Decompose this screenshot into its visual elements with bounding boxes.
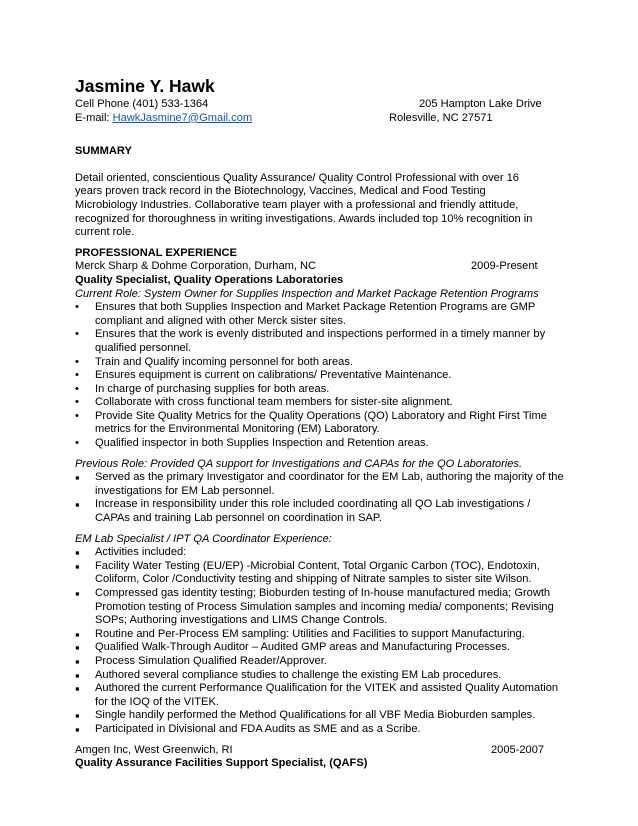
bullet-icon: ▪ xyxy=(75,586,80,601)
email-link[interactable]: HawkJasmine7@Gmail.com xyxy=(112,111,253,124)
bullet-text: Facility Water Testing (EU/EP) -Microbial Content, Total Organic Carbon (TOC), Endotoxin, Coliform, Color /Conductivity testing and shipping of Nitrate samples to sister site Wilson. xyxy=(95,559,540,586)
job1-current-role: Current Role: System Owner for Supplies Inspection and Market Package Retention Programs xyxy=(75,287,539,300)
bullet-icon: • xyxy=(75,328,79,341)
bullet-item xyxy=(75,437,565,451)
bullet-icon: • xyxy=(75,369,79,382)
bullet-text: Qualified Walk-Through Auditor – Audited GMP areas and Manufacturing Processes. xyxy=(95,641,511,654)
bullet-text: Train and Qualify incoming personnel for both areas. xyxy=(95,355,353,368)
job1-company: Merck Sharp & Dohme Corporation, Durham, NC xyxy=(75,260,317,273)
bullet-text: Increase in responsibility under this role included coordinating all QO Lab investigations / CAPAs and training Lab personnel on coordination in SAP. xyxy=(95,498,531,525)
experience-heading: PROFESSIONAL EXPERIENCE xyxy=(75,246,237,259)
bullet-item xyxy=(75,682,565,709)
bullet-text: Qualified inspector in both Supplies Inspection and Retention areas. xyxy=(95,437,429,450)
address-line-1: 205 Hampton Lake Drive xyxy=(419,98,542,110)
job1-previous-role: Previous Role: Provided QA support for Investigations and CAPAs for the QO Laboratories. xyxy=(75,457,523,470)
summary-text: Detail oriented, conscientious Quality Assurance/ Quality Control Professional with over 16 years proven track record in the Biotechnology, Vaccines, Medical and Food Testing Microbiology Industries. Collaborative team player with a professional and friendly attitude, recognized for thoroughness in writing investigations. Awards included top 10% recognition in current role. xyxy=(75,171,533,239)
bullet-item xyxy=(75,369,565,383)
bullet-text: Authored the current Performance Qualification for the VITEK and assisted Quality Automation for the IOQ of the VITEK. xyxy=(95,682,559,708)
bullet-icon: • xyxy=(75,409,79,422)
job2-dates: 2005-2007 xyxy=(491,743,545,756)
bullet-icon: ▪ xyxy=(75,626,80,642)
bullet-item xyxy=(75,410,565,437)
bullet-item xyxy=(75,396,565,410)
bullet-text: Ensures that the work is evenly distributed and inspections performed in a timely manner by qualified personnel. xyxy=(95,328,546,354)
bullet-item xyxy=(75,471,565,498)
bullet-item xyxy=(75,709,565,723)
resume-page xyxy=(75,76,565,771)
bullet-text: Single handily performed the Method Qualifications for all VBF Media Bioburden samples. xyxy=(95,709,536,722)
bullet-icon: • xyxy=(75,301,79,314)
bullet-icon: • xyxy=(75,437,79,450)
bullet-text: Activities included: xyxy=(95,546,187,559)
bullet-item xyxy=(75,356,565,370)
bullet-text: Ensures equipment is current on calibrations/ Preventative Maintenance. xyxy=(95,369,452,382)
job1-header-row xyxy=(75,260,565,274)
candidate-name: Jasmine Y. Hawk xyxy=(75,76,215,96)
bullet-text: Routine and Per-Process EM sampling: Utilities and Facilities to support Manufacturing. xyxy=(95,627,525,640)
bullet-icon: ▪ xyxy=(75,708,80,724)
bullet-text: Compressed gas identity testing; Bioburden testing of In-house manufactured media; Growth Promotion testing of Process Simulation samples and incoming media/ components; Revising SOPs; Authoring investigations and LIMS Change Controls. xyxy=(95,587,554,627)
job2-company: Amgen Inc, West Greenwich, RI xyxy=(75,743,233,756)
job2-title: Quality Assurance Facilities Support Specialist, (QAFS) xyxy=(75,757,368,770)
email-label: E-mail: xyxy=(75,111,113,124)
bullet-icon: • xyxy=(75,355,79,368)
job1-dates: 2009-Present xyxy=(471,260,538,273)
bullet-item xyxy=(75,628,565,642)
bullet-icon: ▪ xyxy=(75,681,80,697)
bullet-icon: ▪ xyxy=(75,558,80,574)
bullet-text: Served as the primary Investigator and coordinator for the EM Lab, authoring the majority of the investigations for EM Lab personnel. xyxy=(95,471,564,497)
bullet-item xyxy=(75,383,565,397)
bullet-icon: ▪ xyxy=(75,653,80,669)
bullet-icon: ▪ xyxy=(75,640,80,656)
bullet-item xyxy=(75,587,565,628)
contact-row-1 xyxy=(75,98,565,112)
em-role-bullets xyxy=(75,546,565,736)
bullet-icon: ▪ xyxy=(75,667,80,683)
bullet-item xyxy=(75,723,565,737)
bullet-text: Ensures that both Supplies Inspection and Market Package Retention Programs are GMP compliant and aligned with other Merck sister sites. xyxy=(95,301,536,327)
bullet-text: In charge of purchasing supplies for both areas. xyxy=(95,382,330,395)
phone-text: Cell Phone (401) 533-1364 xyxy=(75,98,209,110)
bullet-icon: ▪ xyxy=(75,721,80,737)
contact-row-2 xyxy=(75,112,565,126)
job1-em-role: EM Lab Specialist / IPT QA Coordinator Experience: xyxy=(75,532,332,545)
bullet-text: Authored several compliance studies to challenge the existing EM Lab procedures. xyxy=(95,668,502,681)
bullet-text: Participated in Divisional and FDA Audits as SME and as a Scribe. xyxy=(95,722,421,735)
bullet-item xyxy=(75,641,565,655)
previous-role-bullets xyxy=(75,471,565,525)
bullet-item xyxy=(75,655,565,669)
bullet-icon: ▪ xyxy=(75,497,80,513)
bullet-text: Provide Site Quality Metrics for the Quality Operations (QO) Laboratory and Right First Time metrics for the Environmental Monitoring (EM) Laboratory. xyxy=(95,409,547,436)
bullet-item xyxy=(75,498,565,525)
bullet-icon: • xyxy=(75,396,79,409)
job1-title: Quality Specialist, Quality Operations Laboratories xyxy=(75,273,344,286)
summary-heading: SUMMARY xyxy=(75,145,132,158)
job2-header-row xyxy=(75,744,565,758)
bullet-item xyxy=(75,546,565,560)
bullet-item xyxy=(75,328,565,355)
bullet-item xyxy=(75,301,565,328)
bullet-icon: ▪ xyxy=(75,470,80,486)
bullet-item xyxy=(75,560,565,587)
bullet-text: Collaborate with cross functional team members for sister-site alignment. xyxy=(95,396,453,409)
bullet-icon: • xyxy=(75,382,79,395)
address-line-2: Rolesville, NC 27571 xyxy=(389,111,493,124)
bullet-item xyxy=(75,669,565,683)
current-role-bullets xyxy=(75,301,565,451)
bullet-text: Process Simulation Qualified Reader/Approver. xyxy=(95,654,327,667)
bullet-icon: ▪ xyxy=(75,545,80,561)
